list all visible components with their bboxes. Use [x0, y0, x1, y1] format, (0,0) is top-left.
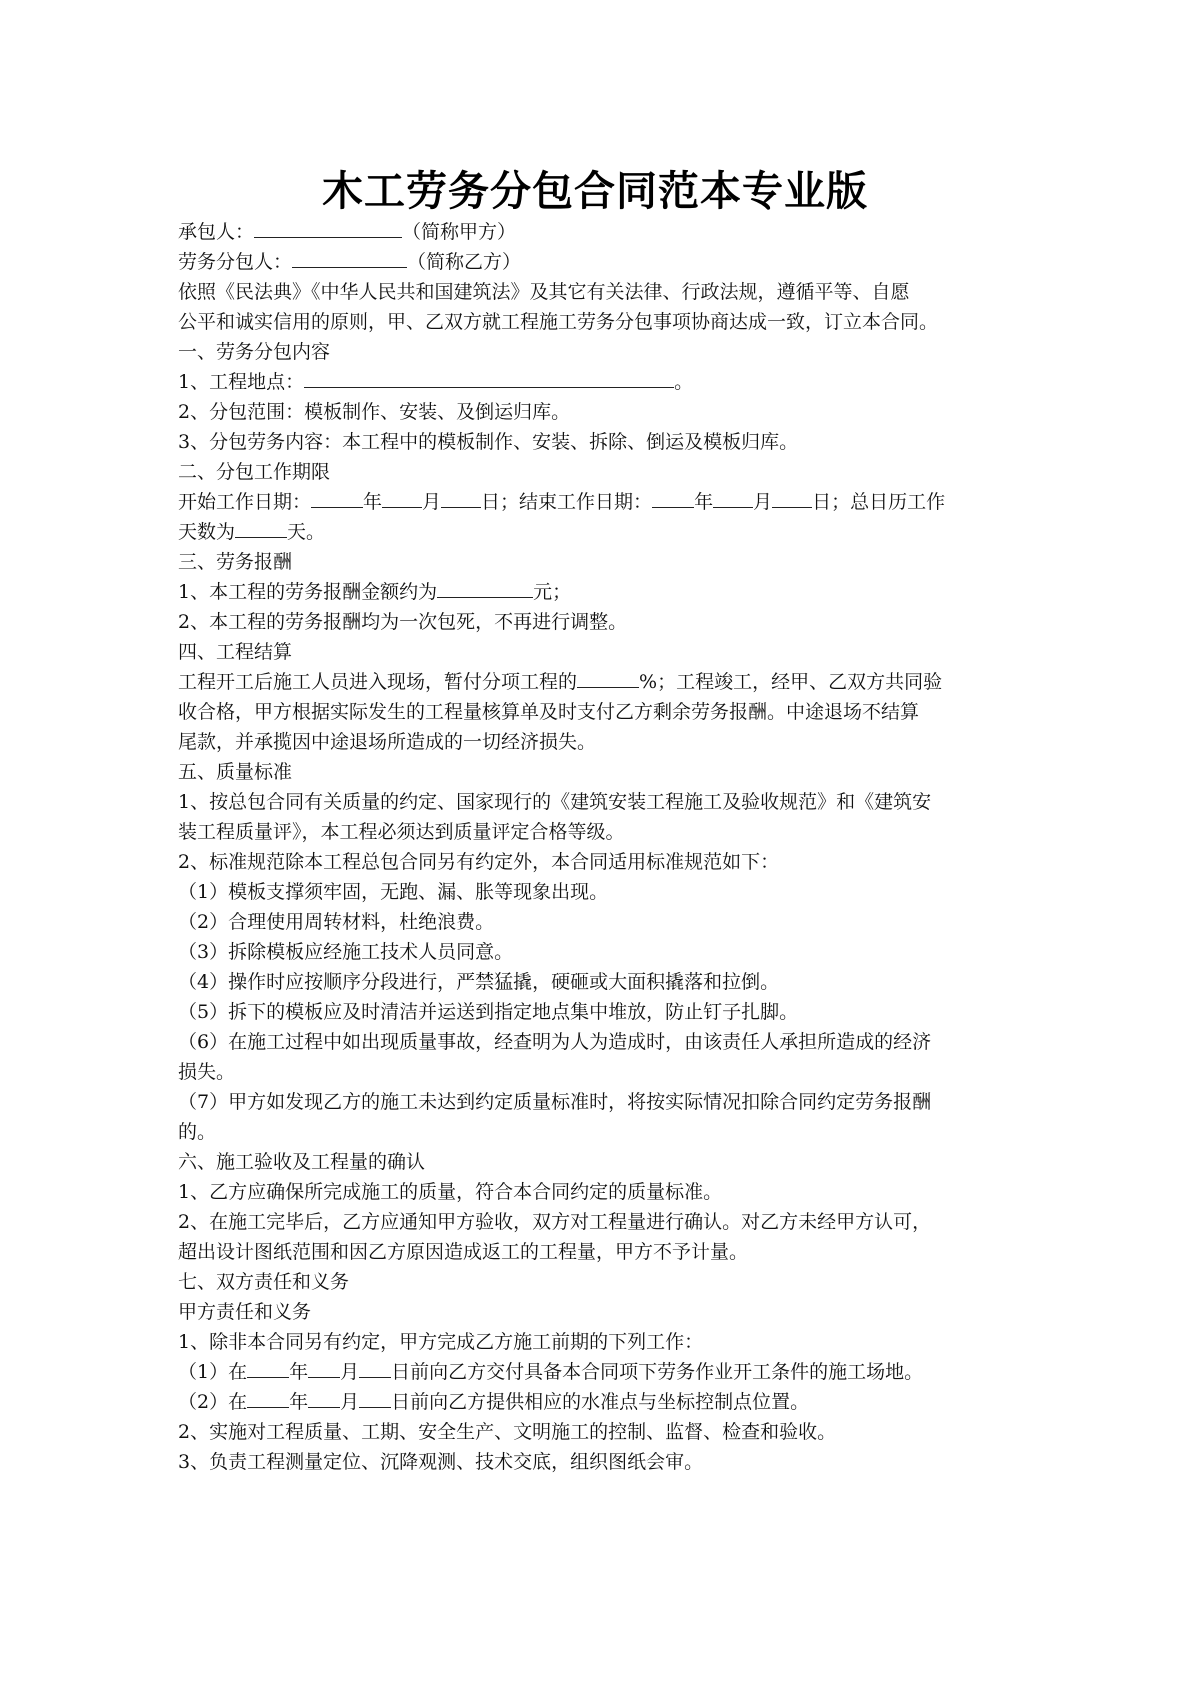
paragraph-line-sec7-a-1-2	[178, 1387, 1018, 1417]
text-segment: 年	[694, 491, 714, 513]
blank-fill-line	[308, 1387, 340, 1408]
blank-fill-line	[292, 247, 407, 268]
paragraph-line-sec6	[178, 1147, 1018, 1177]
paragraph-line-sec1-2	[178, 397, 1018, 427]
paragraph-line-sec2-2	[178, 517, 1018, 547]
text-segment: 2、本工程的劳务报酬均为一次包死，不再进行调整。	[178, 611, 628, 633]
blank-fill-line	[311, 487, 363, 508]
text-segment: 损失。	[178, 1061, 236, 1083]
text-segment: （简称乙方）	[407, 251, 522, 273]
text-segment: 1、按总包合同有关质量的约定、国家现行的《建筑安装工程施工及验收规范》和《建筑安	[178, 791, 932, 813]
paragraph-line-sec5-2-6b	[178, 1057, 1018, 1087]
text-segment: 开始工作日期：	[178, 491, 312, 513]
text-segment: 装工程质量评》，本工程必须达到质量评定合格等级。	[178, 821, 625, 843]
document-title: 木工劳务分包合同范本专业版	[322, 167, 868, 215]
text-segment: 五、质量标准	[178, 761, 293, 783]
paragraph-line-sec3-2	[178, 607, 1018, 637]
text-segment: 公平和诚实信用的原则，甲、乙双方就工程施工劳务分包事项协商达成一致，订立本合同。	[178, 311, 939, 333]
paragraph-line-sec5	[178, 757, 1018, 787]
paragraph-line-sec7-a-3	[178, 1447, 1018, 1477]
blank-fill-line	[304, 367, 674, 388]
text-segment: 甲方责任和义务	[178, 1301, 312, 1323]
blank-fill-line	[577, 667, 639, 688]
paragraph-line-sec5-2-2	[178, 907, 1018, 937]
text-segment: 尾款，并承揽因中途退场所造成的一切经济损失。	[178, 731, 597, 753]
paragraph-line-sec7	[178, 1267, 1018, 1297]
blank-fill-line	[713, 487, 753, 508]
paragraph-line-sec5-2-5	[178, 997, 1018, 1027]
text-segment: 六、施工验收及工程量的确认	[178, 1151, 426, 1173]
paragraph-line-preamble-2	[178, 307, 1018, 337]
paragraph-line-sec6-2b	[178, 1237, 1018, 1267]
paragraph-line-sec5-2-7a	[178, 1087, 1018, 1117]
paragraph-line-sec4	[178, 637, 1018, 667]
blank-fill-line	[437, 577, 533, 598]
blank-fill-line	[308, 1357, 340, 1378]
paragraph-line-sec2	[178, 457, 1018, 487]
blank-fill-line	[359, 1357, 391, 1378]
paragraph-line-sec3-1	[178, 577, 1018, 607]
text-segment: 超出设计图纸范围和因乙方原因造成返工的工程量，甲方不予计量。	[178, 1241, 749, 1263]
text-segment: 月	[340, 1391, 360, 1413]
text-segment: 年	[289, 1361, 309, 1383]
text-segment: 日；总日历工作	[812, 491, 946, 513]
text-segment: 元；	[533, 581, 572, 603]
paragraph-line-sec6-2a	[178, 1207, 1018, 1237]
text-segment: （4）操作时应按顺序分段进行，严禁猛撬，硬砸或大面积撬落和拉倒。	[178, 971, 780, 993]
text-segment: 四、工程结算	[178, 641, 293, 663]
text-segment: 劳务分包人：	[178, 251, 293, 273]
text-segment: 3、负责工程测量定位、沉降观测、技术交底，组织图纸会审。	[178, 1451, 704, 1473]
paragraph-line-sec5-2-7b	[178, 1117, 1018, 1147]
text-segment: 的。	[178, 1121, 217, 1143]
paragraph-line-sec5-1a	[178, 787, 1018, 817]
paragraph-line-sec4-3	[178, 727, 1018, 757]
text-segment: 收合格，甲方根据实际发生的工程量核算单及时支付乙方剩余劳务报酬。中途退场不结算	[178, 701, 920, 723]
paragraph-line-sec4-2	[178, 697, 1018, 727]
text-segment: 1、本工程的劳务报酬金额约为	[178, 581, 438, 603]
text-segment: 月	[340, 1361, 360, 1383]
text-segment: 一、劳务分包内容	[178, 341, 331, 363]
paragraph-line-preamble-1	[178, 277, 1018, 307]
text-segment: 承包人：	[178, 221, 255, 243]
blank-fill-line	[247, 1357, 289, 1378]
text-segment: 三、劳务报酬	[178, 551, 293, 573]
text-segment: （简称甲方）	[402, 221, 517, 243]
paragraph-line-sec5-2-1	[178, 877, 1018, 907]
blank-fill-line	[441, 487, 481, 508]
blank-fill-line	[359, 1387, 391, 1408]
blank-fill-line	[382, 487, 422, 508]
text-segment: 年	[363, 491, 383, 513]
text-segment: （1）模板支撑须牢固，无跑、漏、胀等现象出现。	[178, 881, 609, 903]
text-segment: （7）甲方如发现乙方的施工未达到约定质量标准时，将按实际情况扣除合同约定劳务报酬	[178, 1091, 932, 1113]
paragraph-line-sec3	[178, 547, 1018, 577]
text-segment: 2、在施工完毕后，乙方应通知甲方验收，双方对工程量进行确认。对乙方未经甲方认可，	[178, 1211, 932, 1233]
paragraph-line-sec5-2-6a	[178, 1027, 1018, 1057]
paragraph-line-sec1-1	[178, 367, 1018, 397]
blank-fill-line	[772, 487, 812, 508]
text-segment: 七、双方责任和义务	[178, 1271, 350, 1293]
text-segment: 月	[753, 491, 773, 513]
text-segment: （6）在施工过程中如出现质量事故，经查明为人为造成时，由该责任人承担所造成的经济	[178, 1031, 932, 1053]
text-segment: 年	[289, 1391, 309, 1413]
blank-fill-line	[652, 487, 694, 508]
text-segment: （1）在	[178, 1361, 248, 1383]
text-segment: 日前向乙方交付具备本合同项下劳务作业开工条件的施工场地。	[391, 1361, 924, 1383]
paragraph-line-sec7-a-2	[178, 1417, 1018, 1447]
text-segment: 2、标准规范除本工程总包合同另有约定外，本合同适用标准规范如下：	[178, 851, 780, 873]
text-segment: 月	[422, 491, 442, 513]
text-segment: 二、分包工作期限	[178, 461, 331, 483]
text-segment: 3、分包劳务内容：本工程中的模板制作、安装、拆除、倒运及模板归库。	[178, 431, 799, 453]
text-segment: （5）拆下的模板应及时清洁并运送到指定地点集中堆放，防止钉子扎脚。	[178, 1001, 799, 1023]
paragraph-line-sec7-a-1	[178, 1327, 1018, 1357]
blank-fill-line	[247, 1387, 289, 1408]
text-segment: 2、实施对工程质量、工期、安全生产、文明施工的控制、监督、检查和验收。	[178, 1421, 837, 1443]
text-segment: （2）在	[178, 1391, 248, 1413]
paragraph-line-sec7-a-1-1	[178, 1357, 1018, 1387]
text-segment: （3）拆除模板应经施工技术人员同意。	[178, 941, 514, 963]
text-segment: 2、分包范围：模板制作、安装、及倒运归库。	[178, 401, 571, 423]
paragraph-line-sec7-a	[178, 1297, 1018, 1327]
text-segment: 1、工程地点：	[178, 371, 305, 393]
paragraph-line-sec1	[178, 337, 1018, 367]
text-segment: 依照《民法典》《中华人民共和国建筑法》及其它有关法律、行政法规，遵循平等、自愿	[178, 281, 910, 303]
paragraph-line-sec1-3	[178, 427, 1018, 457]
text-segment: 天数为	[178, 521, 236, 543]
text-segment: 工程开工后施工人员进入现场，暂付分项工程的	[178, 671, 578, 693]
blank-fill-line	[254, 217, 402, 238]
text-segment: %；工程竣工，经甲、乙双方共同验	[639, 671, 943, 693]
paragraph-line-subcontractor	[178, 247, 1018, 277]
text-segment: 1、除非本合同另有约定，甲方完成乙方施工前期的下列工作：	[178, 1331, 704, 1353]
blank-fill-line	[235, 517, 287, 538]
paragraph-line-sec2-1	[178, 487, 1018, 517]
document-body	[178, 217, 1018, 1477]
text-segment: 1、乙方应确保所完成施工的质量，符合本合同约定的质量标准。	[178, 1181, 723, 1203]
paragraph-line-sec4-1	[178, 667, 1018, 697]
paragraph-line-contractor	[178, 217, 1018, 247]
paragraph-line-sec5-2-3	[178, 937, 1018, 967]
text-segment: （2）合理使用周转材料，杜绝浪费。	[178, 911, 495, 933]
paragraph-line-sec5-2	[178, 847, 1018, 877]
text-segment: 天。	[287, 521, 326, 543]
text-segment: 日；结束工作日期：	[481, 491, 653, 513]
text-segment: 。	[674, 371, 694, 393]
paragraph-line-sec5-1b	[178, 817, 1018, 847]
text-segment: 日前向乙方提供相应的水准点与坐标控制点位置。	[391, 1391, 810, 1413]
paragraph-line-sec6-1	[178, 1177, 1018, 1207]
paragraph-line-sec5-2-4	[178, 967, 1018, 997]
